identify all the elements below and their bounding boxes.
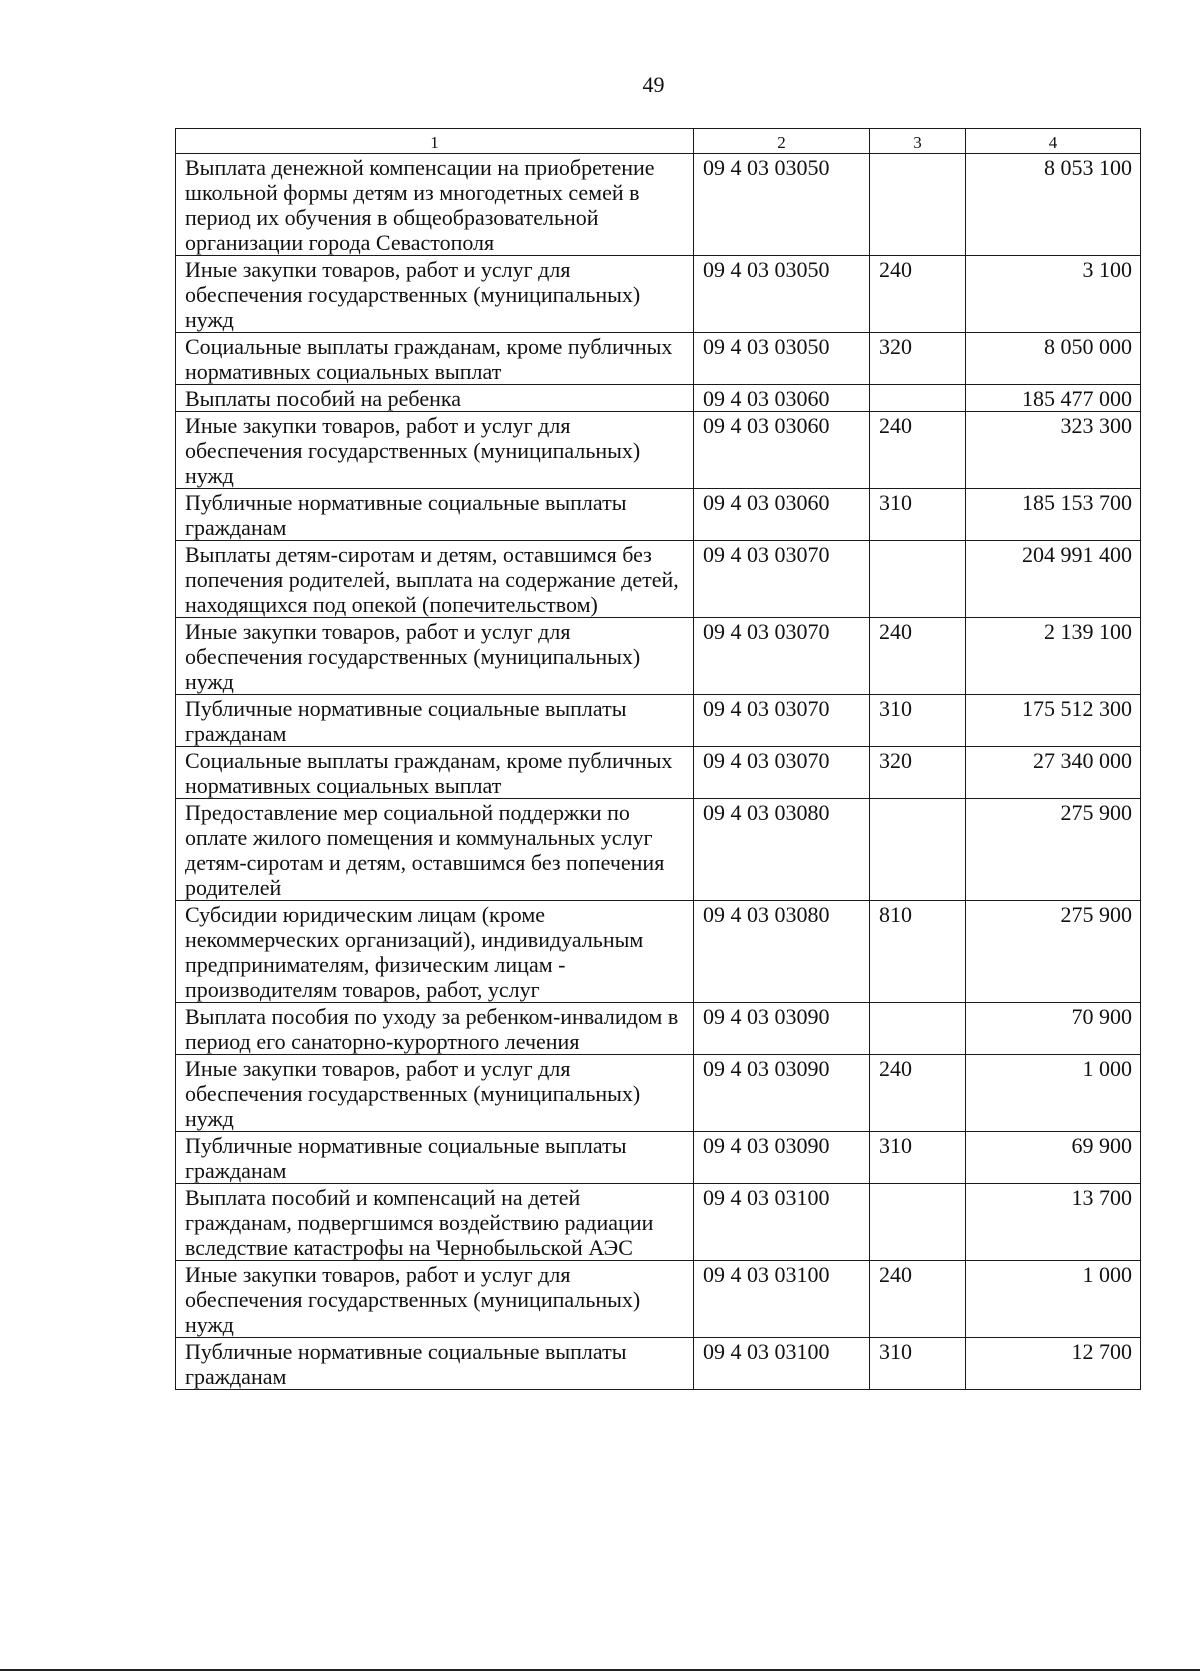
row-code: 09 4 03 03070: [694, 541, 870, 618]
row-name: Социальные выплаты гражданам, кроме публичных нормативных социальных выплат: [176, 747, 694, 799]
row-name: Предоставление мер социальной поддержки по оплате жилого помещения и коммунальных услуг детям-сиротам и детям, оставшимся без попечения родителей: [176, 799, 694, 901]
table-row: [176, 1338, 1141, 1390]
row-expense-type: 320: [870, 333, 966, 385]
table-row: [176, 799, 1141, 901]
table-row: [176, 1003, 1141, 1055]
row-expense-type: 240: [870, 412, 966, 489]
row-code: 09 4 03 03100: [694, 1338, 870, 1390]
row-amount: 275 900: [966, 799, 1141, 901]
row-code: 09 4 03 03060: [694, 412, 870, 489]
row-expense-type: 310: [870, 1132, 966, 1184]
table-row: [176, 385, 1141, 412]
header-col-1: 1: [176, 129, 694, 154]
row-expense-type: 310: [870, 489, 966, 541]
header-col-3: 3: [870, 129, 966, 154]
row-name: Иные закупки товаров, работ и услуг для обеспечения государственных (муниципальных) нужд: [176, 618, 694, 695]
row-name: Выплаты детям-сиротам и детям, оставшимся без попечения родителей, выплата на содержание детей, находящихся под опекой (попечительством): [176, 541, 694, 618]
row-name: Выплата пособия по уходу за ребенком-инвалидом в период его санаторно-курортного лечения: [176, 1003, 694, 1055]
row-code: 09 4 03 03080: [694, 901, 870, 1003]
row-code: 09 4 03 03050: [694, 333, 870, 385]
row-name: Субсидии юридическим лицам (кроме некоммерческих организаций), индивидуальным предпринимателям, физическим лицам - производителям товаров, работ, услуг: [176, 901, 694, 1003]
row-code: 09 4 03 03100: [694, 1261, 870, 1338]
row-amount: 27 340 000: [966, 747, 1141, 799]
table-row: [176, 333, 1141, 385]
row-expense-type: 240: [870, 618, 966, 695]
row-expense-type: [870, 154, 966, 256]
row-code: 09 4 03 03070: [694, 747, 870, 799]
row-expense-type: 240: [870, 1055, 966, 1132]
row-code: 09 4 03 03060: [694, 489, 870, 541]
row-expense-type: 240: [870, 1261, 966, 1338]
header-col-2: 2: [694, 129, 870, 154]
row-code: 09 4 03 03060: [694, 385, 870, 412]
row-amount: 2 139 100: [966, 618, 1141, 695]
table-row: [176, 1055, 1141, 1132]
row-code: 09 4 03 03050: [694, 154, 870, 256]
row-name: Выплата пособий и компенсаций на детей гражданам, подвергшимся воздействию радиации вследствие катастрофы на Чернобыльской АЭС: [176, 1184, 694, 1261]
row-code: 09 4 03 03090: [694, 1003, 870, 1055]
row-amount: 69 900: [966, 1132, 1141, 1184]
table-row: [176, 412, 1141, 489]
row-amount: 3 100: [966, 256, 1141, 333]
row-amount: 8 050 000: [966, 333, 1141, 385]
row-code: 09 4 03 03080: [694, 799, 870, 901]
row-amount: 8 053 100: [966, 154, 1141, 256]
row-amount: 185 477 000: [966, 385, 1141, 412]
row-amount: 323 300: [966, 412, 1141, 489]
table-header: [176, 129, 1141, 154]
row-name: Публичные нормативные социальные выплаты гражданам: [176, 695, 694, 747]
page-number: 49: [642, 72, 665, 97]
header-row: [176, 129, 1141, 154]
row-amount: 1 000: [966, 1261, 1141, 1338]
table-row: [176, 901, 1141, 1003]
table-row: [176, 256, 1141, 333]
row-name: Иные закупки товаров, работ и услуг для обеспечения государственных (муниципальных) нужд: [176, 1055, 694, 1132]
row-expense-type: 310: [870, 1338, 966, 1390]
table-row: [176, 747, 1141, 799]
table-row: [176, 541, 1141, 618]
row-code: 09 4 03 03050: [694, 256, 870, 333]
table-row: [176, 618, 1141, 695]
row-code: 09 4 03 03090: [694, 1055, 870, 1132]
row-code: 09 4 03 03070: [694, 618, 870, 695]
row-expense-type: 240: [870, 256, 966, 333]
row-name: Иные закупки товаров, работ и услуг для обеспечения государственных (муниципальных) нужд: [176, 1261, 694, 1338]
table-row: [176, 1132, 1141, 1184]
row-expense-type: [870, 385, 966, 412]
row-name: Выплаты пособий на ребенка: [176, 385, 694, 412]
row-expense-type: 810: [870, 901, 966, 1003]
table-body: [176, 154, 1141, 1390]
row-expense-type: [870, 541, 966, 618]
row-expense-type: [870, 799, 966, 901]
row-name: Выплата денежной компенсации на приобретение школьной формы детям из многодетных семей в период их обучения в общеобразовательной организации города Севастополя: [176, 154, 694, 256]
row-amount: 204 991 400: [966, 541, 1141, 618]
row-amount: 1 000: [966, 1055, 1141, 1132]
row-name: Публичные нормативные социальные выплаты гражданам: [176, 1132, 694, 1184]
row-amount: 13 700: [966, 1184, 1141, 1261]
header-col-4: 4: [966, 129, 1141, 154]
budget-table: [175, 128, 1141, 1390]
row-name: Иные закупки товаров, работ и услуг для обеспечения государственных (муниципальных) нужд: [176, 412, 694, 489]
row-code: 09 4 03 03100: [694, 1184, 870, 1261]
table-row: [176, 695, 1141, 747]
row-amount: 70 900: [966, 1003, 1141, 1055]
row-name: Публичные нормативные социальные выплаты гражданам: [176, 1338, 694, 1390]
row-name: Социальные выплаты гражданам, кроме публичных нормативных социальных выплат: [176, 333, 694, 385]
row-amount: 185 153 700: [966, 489, 1141, 541]
row-amount: 12 700: [966, 1338, 1141, 1390]
row-expense-type: 320: [870, 747, 966, 799]
row-code: 09 4 03 03090: [694, 1132, 870, 1184]
row-amount: 275 900: [966, 901, 1141, 1003]
row-expense-type: 310: [870, 695, 966, 747]
row-name: Иные закупки товаров, работ и услуг для обеспечения государственных (муниципальных) нужд: [176, 256, 694, 333]
table-row: [176, 1261, 1141, 1338]
table-row: [176, 1184, 1141, 1261]
table-row: [176, 154, 1141, 256]
row-amount: 175 512 300: [966, 695, 1141, 747]
row-expense-type: [870, 1184, 966, 1261]
table-row: [176, 489, 1141, 541]
row-name: Публичные нормативные социальные выплаты гражданам: [176, 489, 694, 541]
row-code: 09 4 03 03070: [694, 695, 870, 747]
row-expense-type: [870, 1003, 966, 1055]
